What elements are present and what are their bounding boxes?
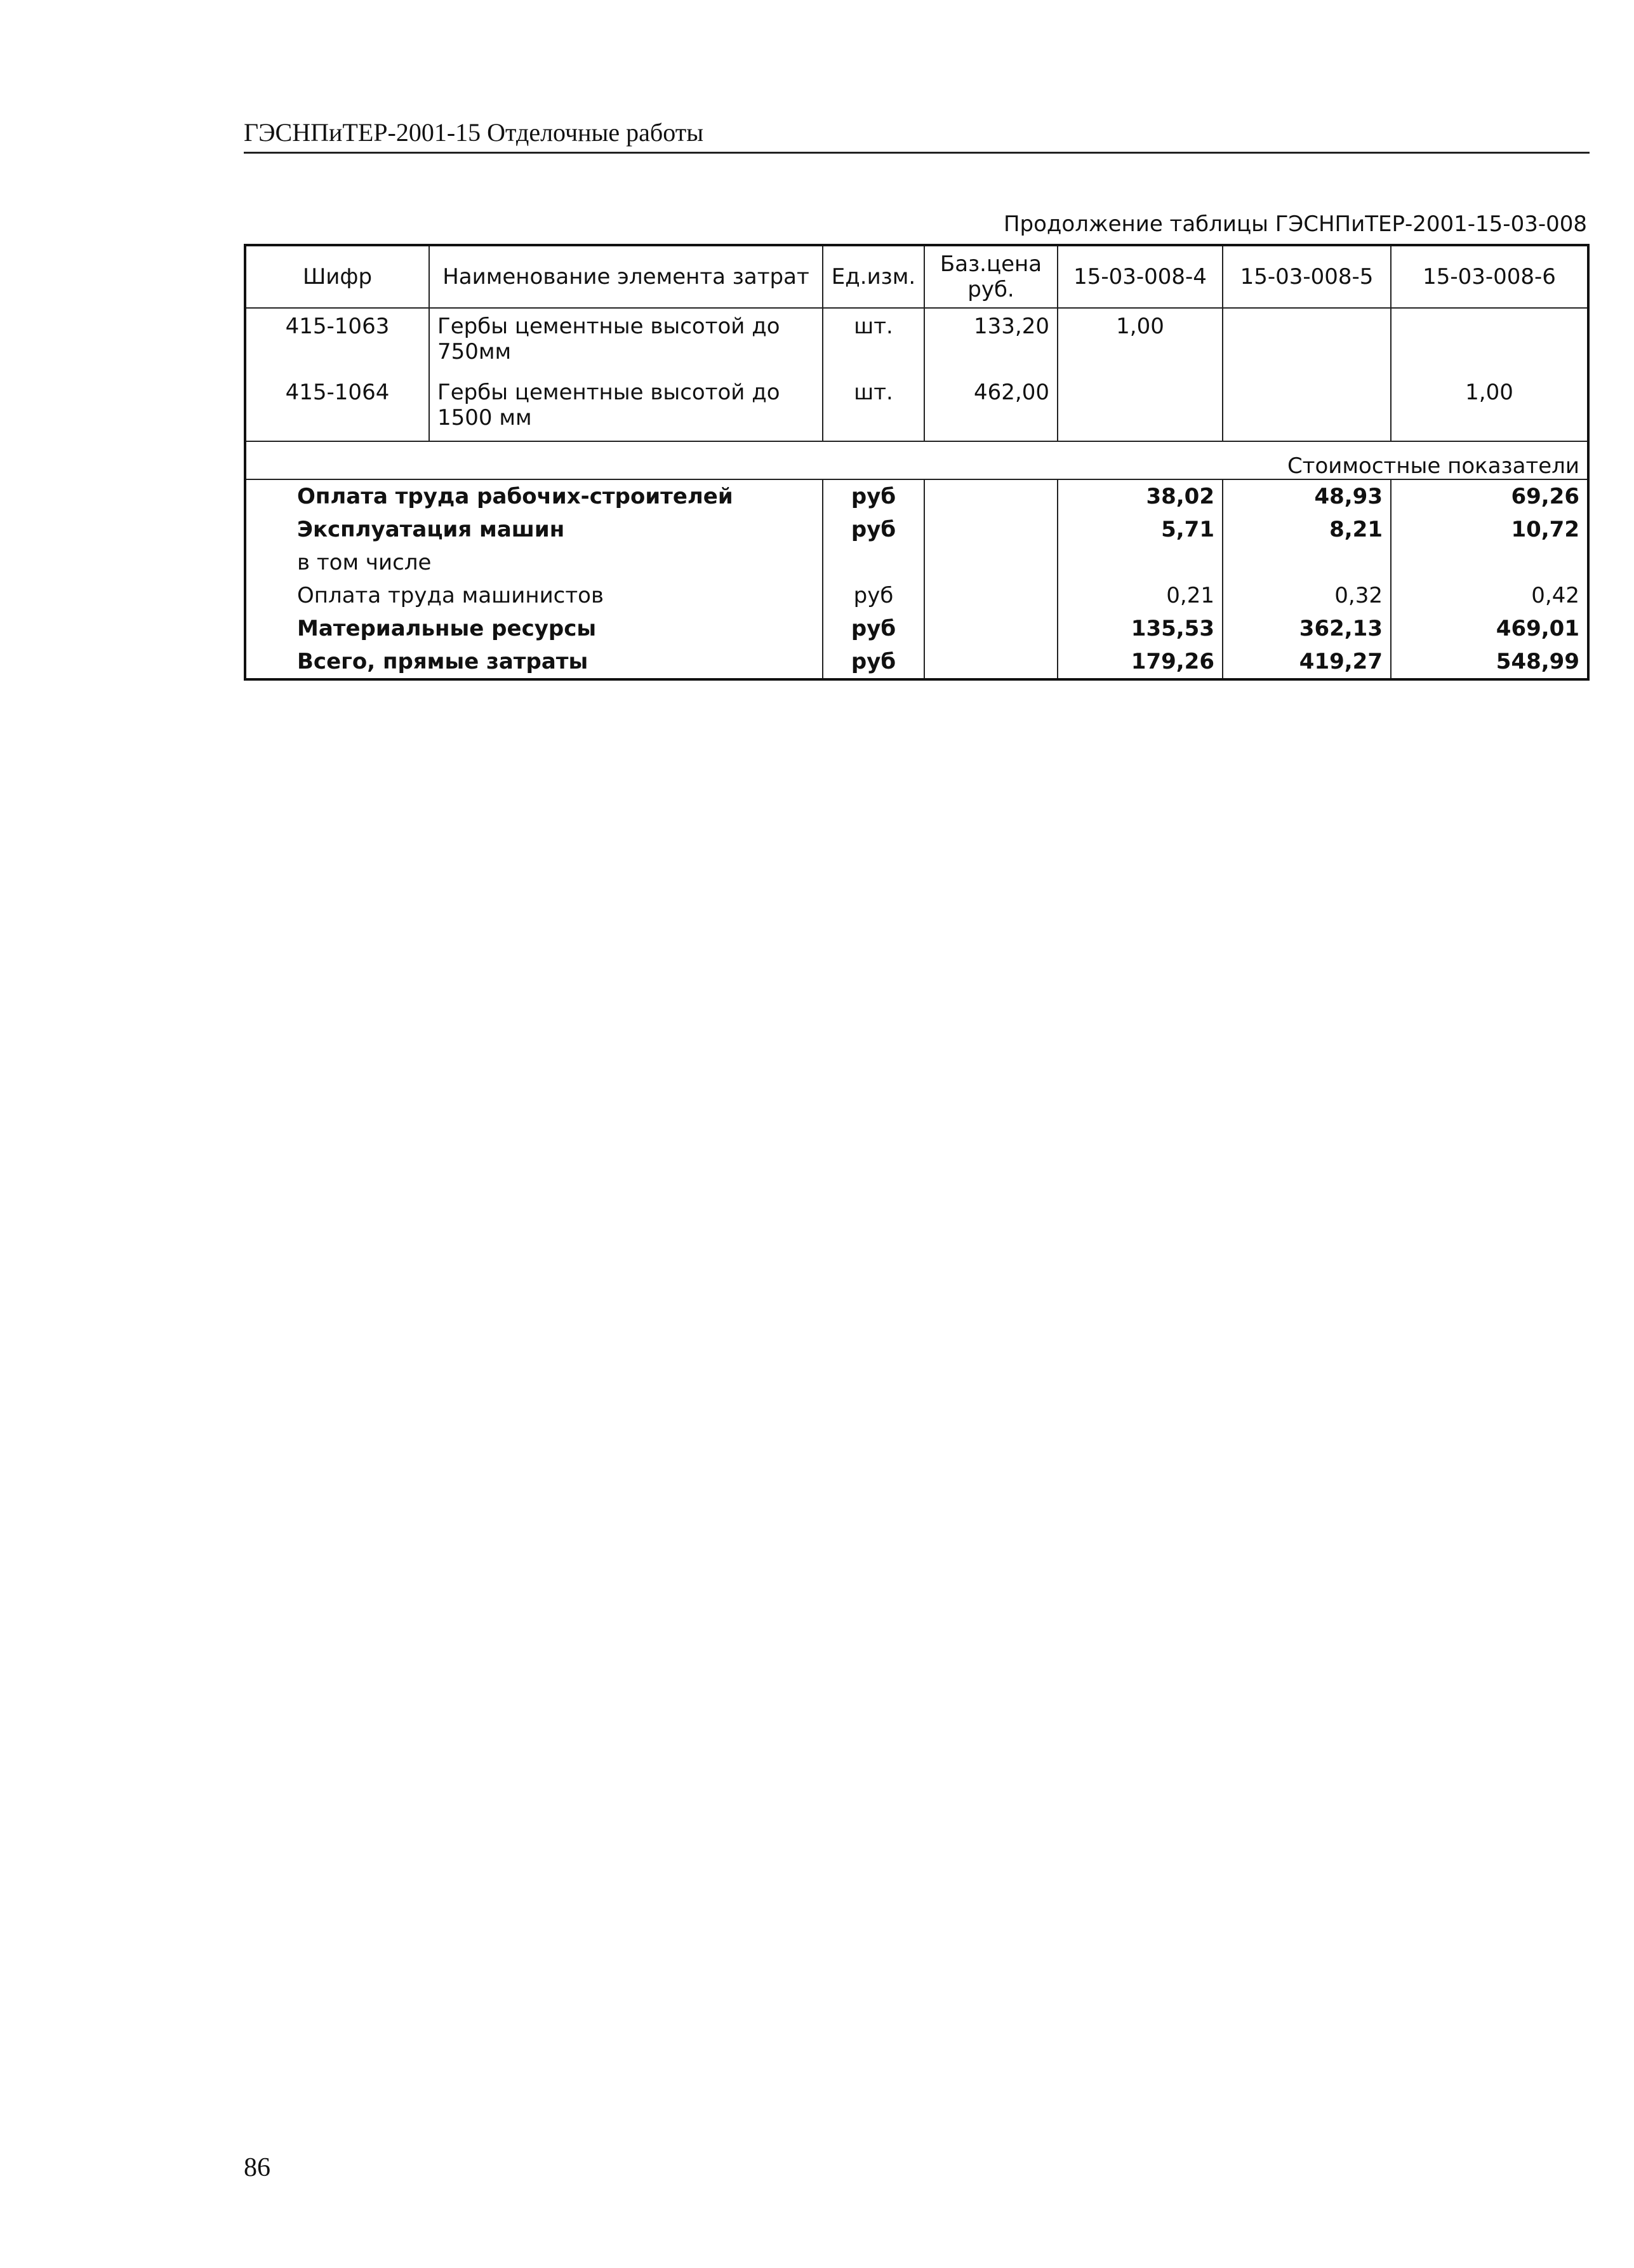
cost-unit: руб <box>823 579 924 612</box>
item-name: Гербы цементные высотой до 750мм <box>429 308 823 375</box>
cost-c4: 38,02 <box>1058 479 1223 513</box>
cost-label: Оплата труда машинистов <box>245 579 823 612</box>
cost-price <box>924 479 1058 513</box>
cost-price <box>924 546 1058 579</box>
cost-row <box>245 546 1588 579</box>
header-rule <box>244 152 1590 154</box>
cost-c6 <box>1391 546 1588 579</box>
cost-c5: 48,93 <box>1223 479 1391 513</box>
cost-row <box>245 513 1588 546</box>
table-header-row <box>245 245 1588 308</box>
cost-unit <box>823 546 924 579</box>
cost-section-title-row <box>245 441 1588 479</box>
cost-c4: 135,53 <box>1058 612 1223 645</box>
table-caption: Продолжение таблицы ГЭСНПиТЕР-2001-15-03-008 <box>1003 211 1587 237</box>
cost-label: Эксплуатация машин <box>245 513 823 546</box>
cost-c4 <box>1058 546 1223 579</box>
item-c4 <box>1058 375 1223 441</box>
item-c5 <box>1223 375 1391 441</box>
col-header-price: Баз.цена руб. <box>924 245 1058 308</box>
cost-c4: 179,26 <box>1058 645 1223 679</box>
item-unit: шт. <box>823 308 924 375</box>
col-header-c5: 15-03-008-5 <box>1223 245 1391 308</box>
page-number: 86 <box>244 2153 270 2182</box>
cost-label: в том числе <box>245 546 823 579</box>
item-name: Гербы цементные высотой до 1500 мм <box>429 375 823 441</box>
cost-price <box>924 513 1058 546</box>
item-c6: 1,00 <box>1391 375 1588 441</box>
cost-c6: 0,42 <box>1391 579 1588 612</box>
col-header-code: Шифр <box>245 245 429 308</box>
cost-section-title: Стоимостные показатели <box>245 441 1588 479</box>
item-unit: шт. <box>823 375 924 441</box>
cost-c5: 0,32 <box>1223 579 1391 612</box>
cost-label: Всего, прямые затраты <box>245 645 823 679</box>
col-header-unit: Ед.изм. <box>823 245 924 308</box>
cost-c5: 419,27 <box>1223 645 1391 679</box>
cost-row <box>245 479 1588 513</box>
cost-unit: руб <box>823 513 924 546</box>
col-header-c4: 15-03-008-4 <box>1058 245 1223 308</box>
item-c4: 1,00 <box>1058 308 1223 375</box>
cost-c5 <box>1223 546 1391 579</box>
col-header-c6: 15-03-008-6 <box>1391 245 1588 308</box>
cost-unit: руб <box>823 645 924 679</box>
page-header: ГЭСНПиТЕР-2001-15 Отделочные работы <box>244 118 704 147</box>
cost-c4: 5,71 <box>1058 513 1223 546</box>
cost-label: Материальные ресурсы <box>245 612 823 645</box>
table-row <box>245 375 1588 441</box>
cost-unit: руб <box>823 479 924 513</box>
item-price: 462,00 <box>924 375 1058 441</box>
cost-row <box>245 612 1588 645</box>
cost-c6: 10,72 <box>1391 513 1588 546</box>
cost-row <box>245 645 1588 679</box>
item-c5 <box>1223 308 1391 375</box>
estimate-table <box>244 244 1590 681</box>
cost-c5: 8,21 <box>1223 513 1391 546</box>
cost-c5: 362,13 <box>1223 612 1391 645</box>
table-row <box>245 308 1588 375</box>
cost-c6: 469,01 <box>1391 612 1588 645</box>
cost-label: Оплата труда рабочих-строителей <box>245 479 823 513</box>
cost-price <box>924 612 1058 645</box>
cost-price <box>924 645 1058 679</box>
col-header-name: Наименование элемента затрат <box>429 245 823 308</box>
cost-c4: 0,21 <box>1058 579 1223 612</box>
item-code: 415-1064 <box>245 375 429 441</box>
item-price: 133,20 <box>924 308 1058 375</box>
item-code: 415-1063 <box>245 308 429 375</box>
item-c6 <box>1391 308 1588 375</box>
cost-row <box>245 579 1588 612</box>
cost-c6: 69,26 <box>1391 479 1588 513</box>
cost-c6: 548,99 <box>1391 645 1588 679</box>
cost-price <box>924 579 1058 612</box>
cost-unit: руб <box>823 612 924 645</box>
